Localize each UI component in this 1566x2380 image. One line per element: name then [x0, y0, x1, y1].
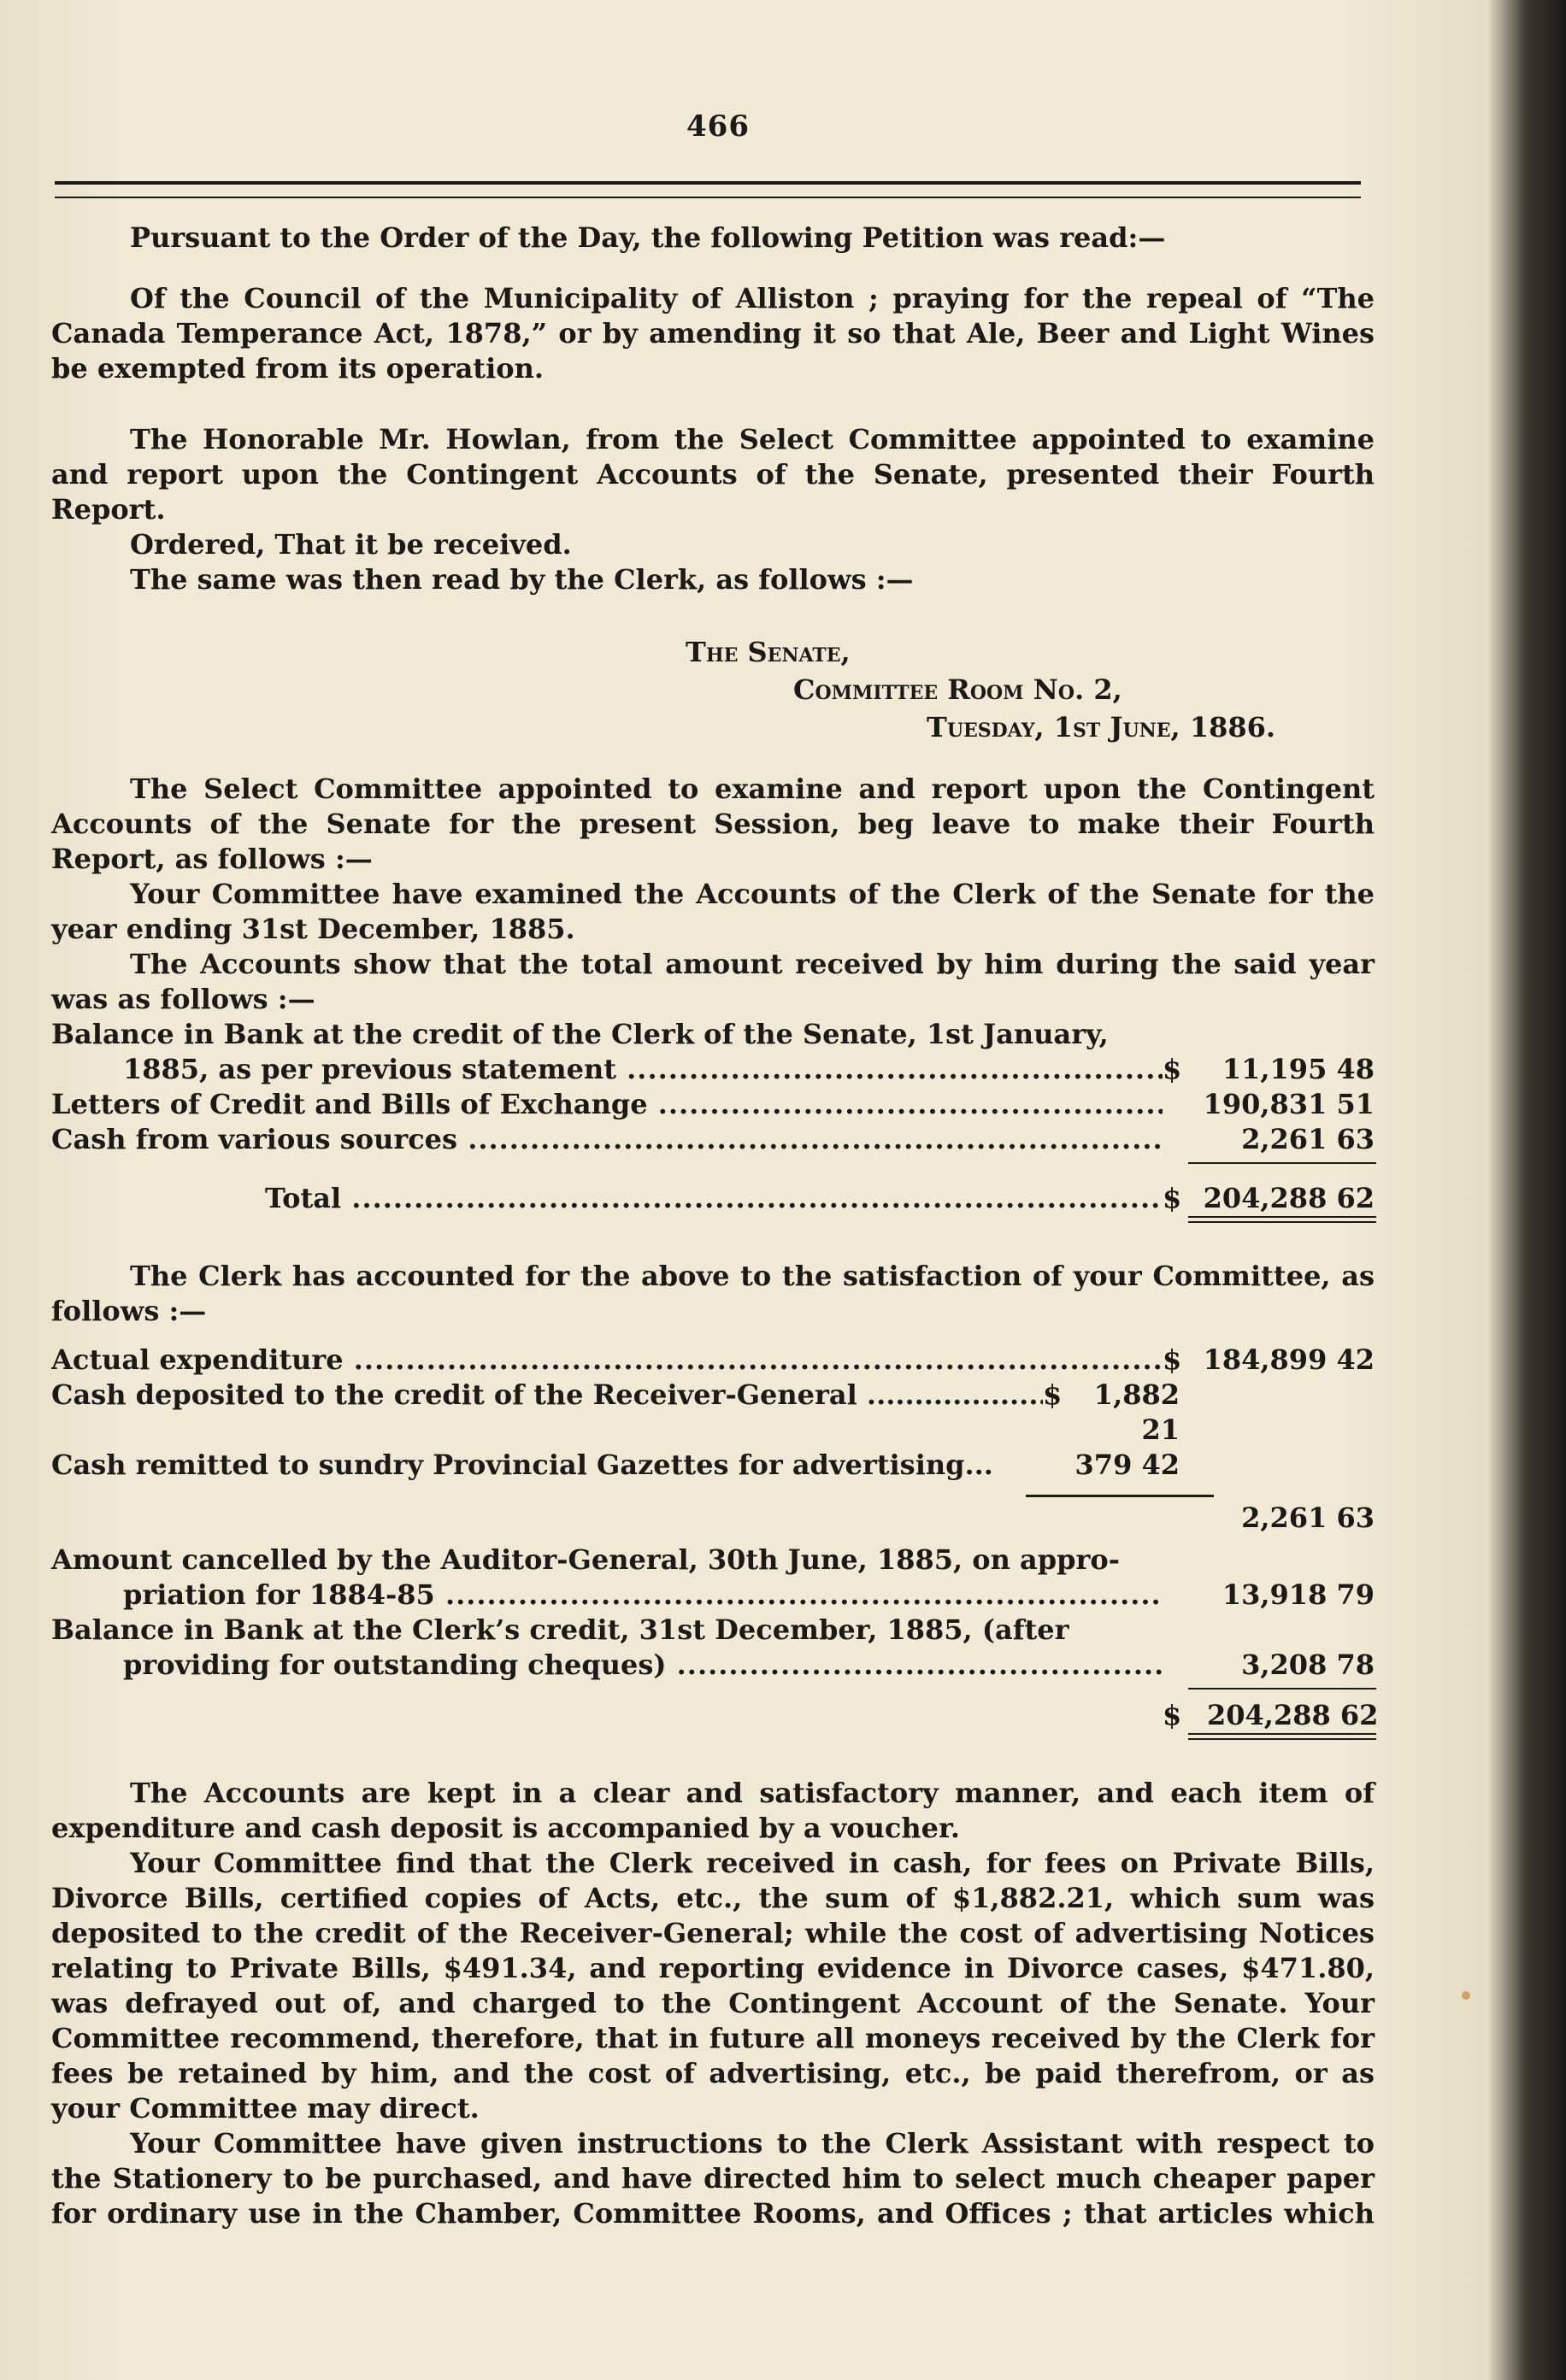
receipt-balance-row [51, 1052, 1375, 1087]
exp-deposited-currency: $ [1043, 1378, 1063, 1411]
fees-paragraph: Your Committee find that the Clerk received in cash, for fees on Private Bills, Divorce Bills, certified copies of Acts, etc., the sum of $1,882.21, which sum was deposited to the credit of the Receiver-General; while the cost of advertising Notices relating to Private Bills, $491.34, and reporting evidence in Divorce cases, $471.80, was defrayed out of, and charged to the Contingent Account of the Senate. Your Committee recommend, therefore, that in future all moneys received by the Clerk for fees be retained by him, and the cost of advertising, etc., be paid therefrom, or as your Committee may direct. [51, 1847, 1375, 2124]
receipt-total-label: Total [265, 1182, 342, 1214]
exp-balance-line1: Balance in Bank at the Clerk’s credit, 31st December, 1885, (after [51, 1613, 1069, 1646]
receipt-total-amount: 204,288 62 [1203, 1182, 1375, 1214]
exp-total-currency: $ [1163, 1699, 1182, 1731]
exp-remitted-label: Cash remitted to sundry Provincial Gazettes for advertising... [51, 1449, 993, 1481]
receipts-sum-rule [1188, 1162, 1376, 1181]
exp-actual-label: Actual expenditure [51, 1343, 344, 1376]
exp-actual-currency: $ [1163, 1343, 1182, 1376]
heading-senate: The Senate, [686, 636, 851, 668]
receipt-letters-amount: 190,831 51 [1203, 1088, 1375, 1120]
report-intro: The Select Committee appointed to examine and report upon the Contingent Accounts of the Senate for the present Session, beg leave to make their Fourth Report, as follows :— [51, 773, 1375, 875]
expenditure-table [51, 1343, 1379, 1740]
report-heading [51, 633, 1375, 746]
receipt-total-currency: $ [1163, 1182, 1182, 1214]
receipt-balance-amount: 11,195 48 [1222, 1053, 1375, 1085]
exp-sub-rule [1026, 1495, 1214, 1501]
exp-actual-amount: 184,899 42 [1203, 1343, 1375, 1376]
receipt-total-row [51, 1181, 1375, 1216]
receipt-balance-currency: $ [1163, 1053, 1182, 1085]
exp-balance-amount: 3,208 78 [1241, 1648, 1375, 1681]
accounts-show-paragraph: The Accounts show that the total amount received by him during the said year was as follows :— [51, 948, 1375, 1015]
paper-spot [1462, 1991, 1470, 2000]
receipt-letters-label: Letters of Credit and Bills of Exchange [51, 1088, 648, 1120]
stationery-paragraph: Your Committee have given instructions to the Clerk Assistant with respect to the Stationery to be purchased, and have directed him to select much cheaper paper for ordinary use in the Chamber, Committee Rooms, and Offices ; that articles which [51, 2127, 1375, 2230]
receipt-balance-line1: Balance in Bank at the credit of the Clerk of the Senate, 1st January, [51, 1018, 1109, 1050]
heading-committee-room: Committee Room No. 2, [793, 673, 1122, 706]
read-by-clerk: The same was then read by the Clerk, as follows :— [130, 563, 914, 596]
exp-cancelled-amount: 13,918 79 [1222, 1578, 1375, 1611]
howlan-paragraph: The Honorable Mr. Howlan, from the Select Committee appointed to examine and report upon the Contingent Accounts of the Senate, presented their Fourth Report. [51, 423, 1375, 526]
heading-date: Tuesday, 1st June, 1886. [927, 711, 1276, 743]
exp-subtotal-row [51, 1501, 1375, 1536]
receipts-total-rule [1188, 1216, 1376, 1223]
kept-paragraph: The Accounts are kept in a clear and satisfactory manner, and each item of expenditure and cash deposit is accompanied by a voucher. [51, 1777, 1375, 1844]
exp-deposited-amount: 1,882 21 [1093, 1378, 1180, 1446]
exp-sum-rule [1188, 1688, 1376, 1698]
petition-text: Of the Council of the Municipality of Alliston ; praying for the repeal of “The Canada Temperance Act, 1878,” or by amending it so that Ale, Beer and Light Wines be exempted from its operation. [51, 282, 1375, 385]
accounted-intro: The Clerk has accounted for the above to the satisfaction of your Committee, as follows :— [51, 1260, 1375, 1327]
receipt-cash-row [51, 1122, 1375, 1157]
exp-remitted-amount: 379 42 [1074, 1449, 1180, 1481]
exp-cancelled-row [51, 1578, 1375, 1613]
exp-deposited-row [51, 1378, 1375, 1448]
receipt-cash-amount: 2,261 63 [1241, 1123, 1375, 1155]
exp-balance-row [51, 1648, 1375, 1683]
exp-cancelled-label: priation for 1884-85 [123, 1578, 435, 1611]
exp-total-amount: 204,288 62 [1207, 1699, 1379, 1731]
exp-total-rule [1188, 1733, 1376, 1740]
page-number: 466 [686, 109, 750, 144]
exp-actual-row [51, 1343, 1375, 1378]
exp-cancelled-line1: Amount cancelled by the Auditor-General, 30th June, 1885, on appro- [51, 1543, 1120, 1576]
exp-total-row [51, 1698, 1379, 1733]
exp-remitted-row [51, 1448, 1375, 1483]
petition-intro: Pursuant to the Order of the Day, the following Petition was read:— [130, 221, 1166, 254]
receipts-table [51, 1017, 1375, 1223]
body-text [51, 220, 1379, 2231]
receipt-balance-label: 1885, as per previous statement [123, 1053, 617, 1085]
receipt-letters-row [51, 1087, 1375, 1122]
ordered-line: Ordered, That it be received. [130, 528, 572, 561]
header-rule [55, 181, 1361, 198]
exp-balance-label: providing for outstanding cheques) [123, 1648, 667, 1681]
exp-deposited-label: Cash deposited to the credit of the Receiver-General [51, 1378, 857, 1411]
receipt-cash-label: Cash from various sources [51, 1123, 458, 1155]
exp-subtotal-amount: 2,261 63 [1241, 1501, 1375, 1534]
examined-paragraph: Your Committee have examined the Accounts of the Clerk of the Senate for the year ending 31st December, 1885. [51, 878, 1375, 945]
